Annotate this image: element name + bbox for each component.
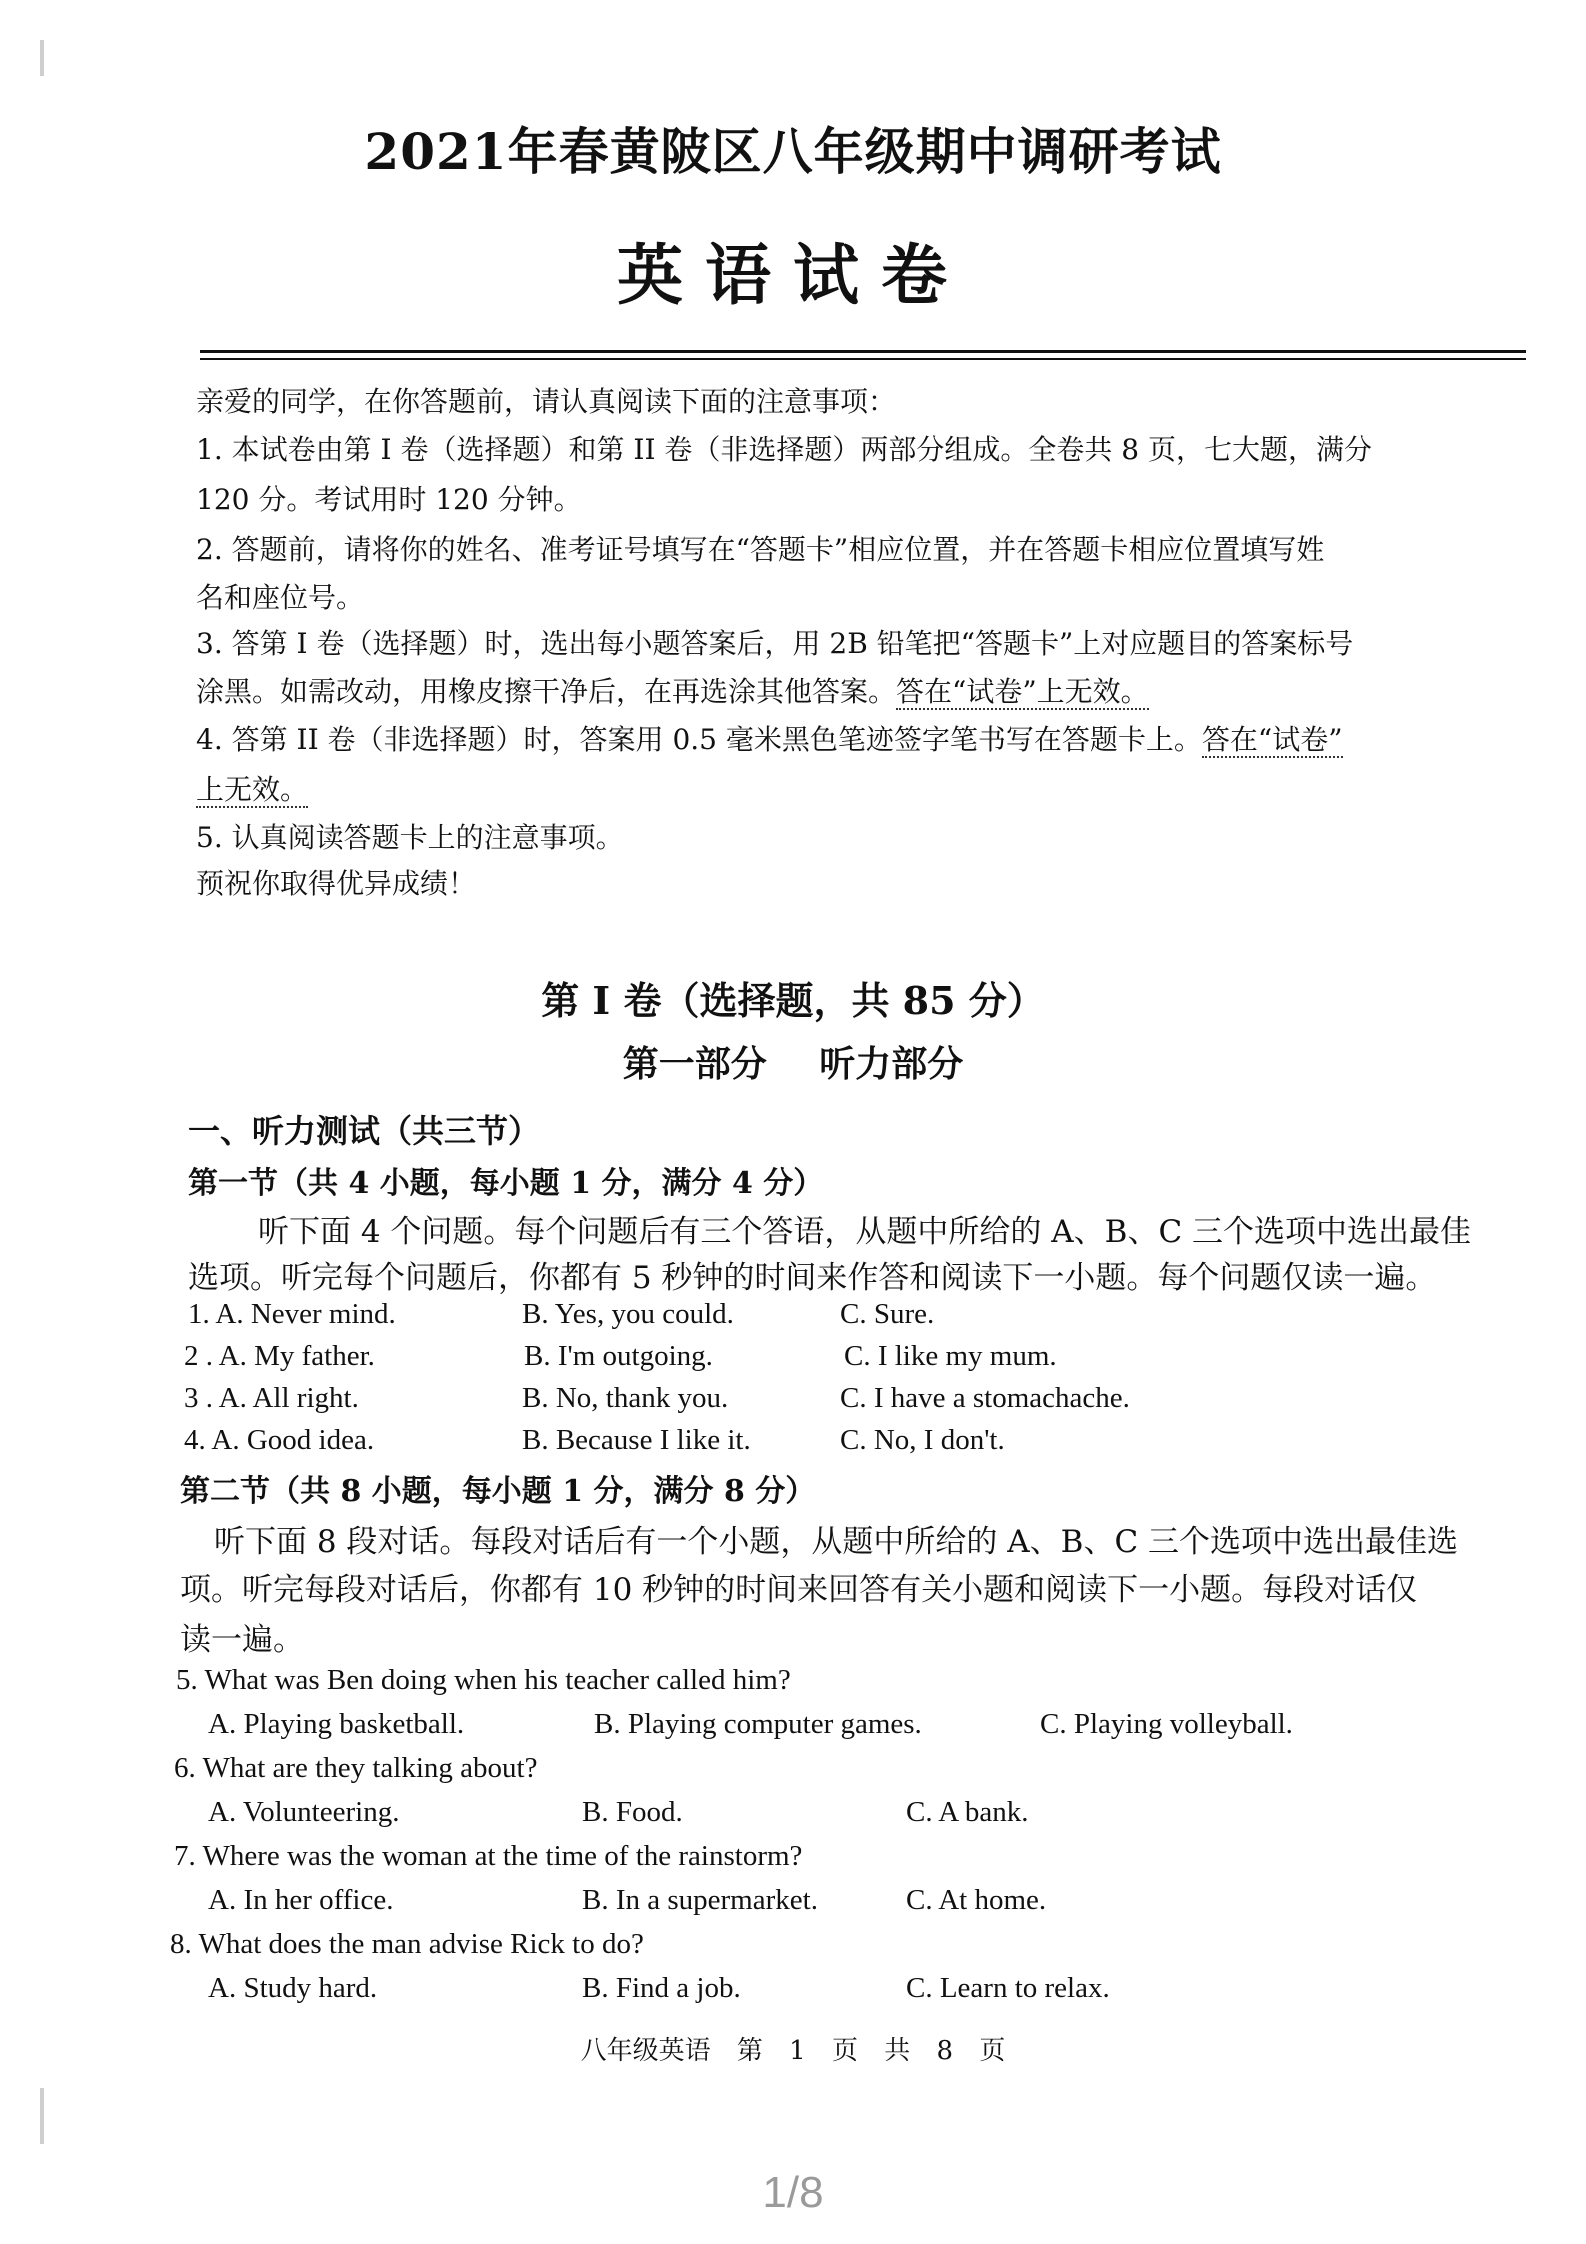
question-3-option-a: 3 . A. All right.: [184, 1382, 359, 1414]
part2-heading: 第二节（共 8 小题，每小题 1 分，满分 8 分）: [180, 1474, 816, 1509]
question-1-option-c: C. Sure.: [840, 1298, 935, 1330]
note-5: 5. 认真阅读答题卡上的注意事项。: [196, 821, 624, 854]
question-5-option-b: B. Playing computer games.: [594, 1708, 922, 1740]
note-3-text: 涂黑。如需改动，用橡皮擦干净后，在再选涂其他答案。: [196, 675, 897, 708]
page-indicator: 1/8: [762, 2168, 824, 2217]
page-footer: 八年级英语 第 1 页 共 8 页: [580, 2036, 1006, 2066]
section-heading: 一、听力测试（共三节）: [188, 1112, 541, 1150]
exam-title: 2021年春黄陂区八年级期中调研考试: [364, 122, 1222, 181]
good-luck-wish: 预祝你取得优异成绩！: [196, 867, 477, 900]
part1-instruction-line-2: 选项。听完每个问题后，你都有 5 秒钟的时间来作答和阅读下一小题。每个问题仅读一遍。: [188, 1260, 1437, 1296]
question-8-stem: 8. What does the man advise Rick to do?: [170, 1928, 644, 1960]
question-7-stem: 7. Where was the woman at the time of the rainstorm?: [174, 1840, 803, 1872]
double-rule-top: [200, 350, 1526, 353]
part2-instruction-line-3: 读一遍。: [180, 1622, 304, 1658]
question-7-option-c: C. At home.: [906, 1884, 1047, 1916]
scan-edge-mark-bottom: [40, 2088, 44, 2144]
question-8-option-b: B. Find a job.: [582, 1972, 741, 2004]
part2-instruction-line-2: 项。听完每段对话后，你都有 10 秒钟的时间来回答有关小题和阅读下一小题。每段对话仅: [180, 1572, 1418, 1608]
question-2-option-b: B. I'm outgoing.: [524, 1340, 713, 1372]
part2-instruction-line-1: 听下面 8 段对话。每段对话后有一个小题，从题中所给的 A、B、C 三个选项中选出最佳选: [214, 1524, 1459, 1560]
note-1-line-1: 1. 本试卷由第 I 卷（选择题）和第 II 卷（非选择题）两部分组成。全卷共 8 页，七大题，满分: [196, 433, 1373, 466]
scan-edge-mark-top: [40, 40, 44, 76]
question-8-option-a: A. Study hard.: [208, 1972, 378, 2004]
note-4-invalid-warning-end: 上无效。: [196, 773, 309, 806]
question-3-option-b: B. No, thank you.: [522, 1382, 729, 1414]
question-5-stem: 5. What was Ben doing when his teacher called him?: [176, 1664, 791, 1696]
note-2-line-2: 名和座位号。: [196, 581, 365, 614]
note-4-text: 4. 答第 II 卷（非选择题）时，答案用 0.5 毫米黑色笔迹签字笔书写在答题卡上。: [196, 723, 1202, 756]
question-6-option-b: B. Food.: [582, 1796, 683, 1828]
question-4-option-a: 4. A. Good idea.: [184, 1424, 375, 1456]
note-3-line-1: 3. 答第 I 卷（选择题）时，选出每小题答案后，用 2B 铅笔把“答题卡”上对应题目的答案标号: [196, 627, 1354, 660]
question-5-option-c: C. Playing volleyball.: [1040, 1708, 1293, 1740]
note-1-line-2: 120 分。考试用时 120 分钟。: [196, 483, 582, 516]
volume-title: 第 I 卷（选择题，共 85 分）: [541, 978, 1045, 1023]
question-8-option-c: C. Learn to relax.: [906, 1972, 1110, 2004]
note-2-line-1: 2. 答题前，请将你的姓名、准考证号填写在“答题卡”相应位置，并在答题卡相应位置填写姓: [196, 533, 1325, 566]
question-7-option-a: A. In her office.: [208, 1884, 394, 1916]
note-3-line-2: [196, 670, 1149, 710]
question-1-option-b: B. Yes, you could.: [522, 1298, 734, 1330]
question-4-option-c: C. No, I don't.: [840, 1424, 1005, 1456]
question-5-option-a: A. Playing basketball.: [208, 1708, 465, 1740]
note-4-line-2: [196, 768, 308, 808]
part-title: 第一部分 听力部分: [622, 1043, 964, 1085]
question-2-option-c: C. I like my mum.: [844, 1340, 1057, 1372]
note-4-invalid-warning-start: 答在“试卷”: [1201, 723, 1343, 756]
question-6-option-c: C. A bank.: [906, 1796, 1029, 1828]
question-6-option-a: A. Volunteering.: [208, 1796, 400, 1828]
note-3-invalid-warning: 答在“试卷”上无效。: [896, 675, 1149, 708]
question-4-option-b: B. Because I like it.: [522, 1424, 751, 1456]
question-2-option-a: 2 . A. My father.: [184, 1340, 375, 1372]
part1-instruction-line-1: 听下面 4 个问题。每个问题后有三个答语，从题中所给的 A、B、C 三个选项中选出最佳: [258, 1214, 1472, 1250]
double-rule-bottom: [200, 358, 1526, 360]
question-7-option-b: B. In a supermarket.: [582, 1884, 818, 1916]
notes-intro: 亲爱的同学，在你答题前，请认真阅读下面的注意事项：: [196, 385, 897, 418]
part1-heading: 第一节（共 4 小题，每小题 1 分，满分 4 分）: [188, 1166, 824, 1201]
question-1-option-a: 1. A. Never mind.: [188, 1298, 396, 1330]
question-6-stem: 6. What are they talking about?: [174, 1752, 538, 1784]
exam-subtitle: 英语试卷: [617, 236, 969, 314]
note-4-line-1: [196, 718, 1343, 758]
question-3-option-c: C. I have a stomachache.: [840, 1382, 1130, 1414]
